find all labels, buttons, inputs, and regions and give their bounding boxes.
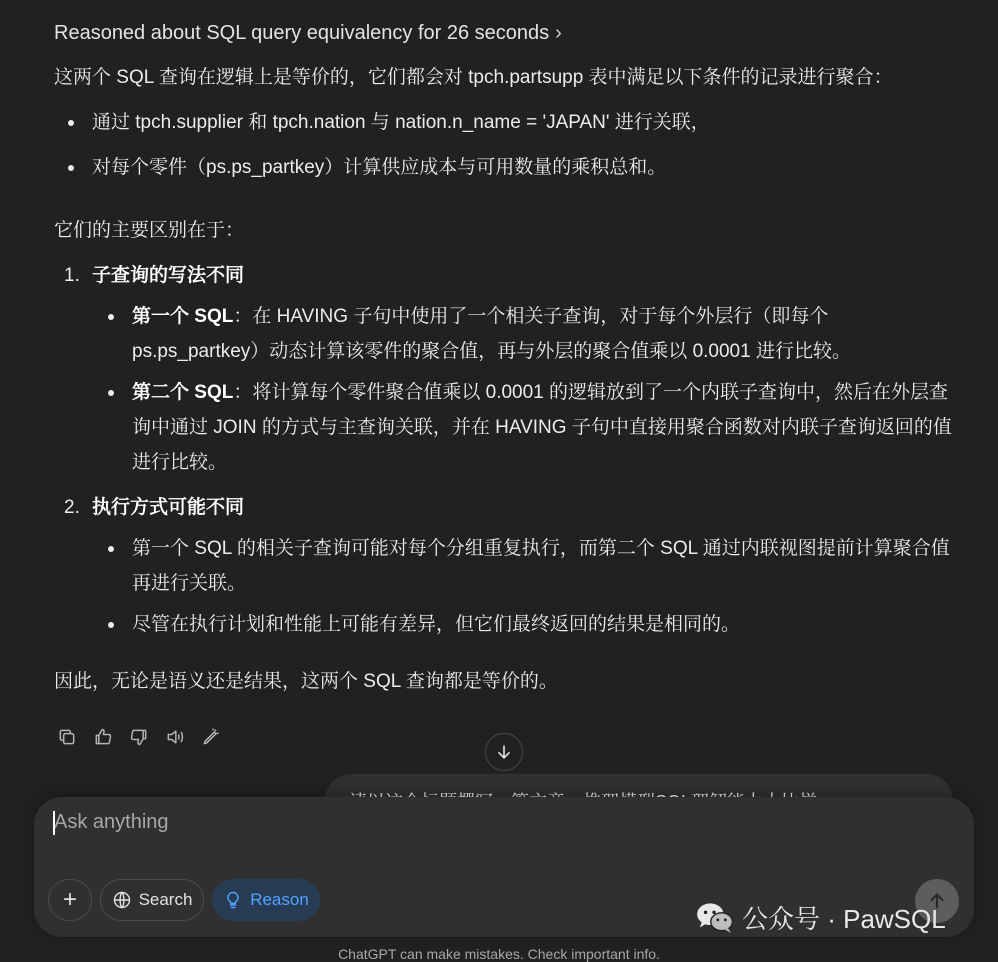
message-actions xyxy=(56,726,222,748)
list-item xyxy=(92,299,959,369)
prompt-input[interactable] xyxy=(54,811,934,834)
item-bold: 第二个 SQL xyxy=(132,382,234,403)
sub-list xyxy=(92,299,959,480)
list-item: 尽管在执行计划和性能上可能有差异，但它们最终返回的结果是相同的。 xyxy=(92,607,959,642)
assistant-message xyxy=(54,60,959,699)
message-conclusion: 因此，无论是语义还是结果，这两个 SQL 查询都是等价的。 xyxy=(54,671,558,692)
watermark xyxy=(696,899,946,936)
reason-label: Reason xyxy=(250,890,309,909)
differences-list xyxy=(54,258,959,642)
list-number: 2. xyxy=(64,497,80,518)
globe-icon xyxy=(112,890,132,910)
lightbulb-icon xyxy=(223,890,243,910)
thumbs-down-icon[interactable] xyxy=(128,726,150,748)
diff-intro: 它们的主要区别在于： xyxy=(54,220,245,241)
list-item: 第一个 SQL 的相关子查询可能对每个分组重复执行，而第二个 SQL 通过内联视图提前计算聚合值再进行关联。 xyxy=(92,531,959,601)
list-item xyxy=(92,375,959,480)
arrow-down-icon xyxy=(494,742,514,762)
copy-icon[interactable] xyxy=(56,726,78,748)
diff-title: 子查询的写法不同 xyxy=(92,265,245,286)
disclaimer: ChatGPT can make mistakes. Check important info. xyxy=(338,946,660,962)
edit-icon[interactable] xyxy=(200,726,222,748)
conditions-list xyxy=(54,105,959,185)
chevron-right-icon: › xyxy=(555,22,562,44)
item-text: ：在 HAVING 子句中使用了一个相关子查询，对于每个外层行（即每个 ps.ps_partkey）动态计算该零件的聚合值，再与外层的聚合值乘以 0.0001 进行比较。 xyxy=(132,306,851,362)
watermark-text: 公众号 · PawSQL xyxy=(742,904,946,934)
thumbs-up-icon[interactable] xyxy=(92,726,114,748)
sub-list xyxy=(92,531,959,642)
list-item: 对每个零件（ps.ps_partkey）计算供应成本与可用数量的乘积总和。 xyxy=(54,150,959,185)
reason-button[interactable] xyxy=(212,879,320,921)
wechat-icon xyxy=(696,902,734,934)
reasoning-label: Reasoned about SQL query equivalency for 26 seconds xyxy=(54,22,550,44)
list-item xyxy=(54,258,959,480)
attach-button[interactable] xyxy=(48,879,92,921)
item-text: ：将计算每个零件聚合值乘以 0.0001 的逻辑放到了一个内联子查询中，然后在外层查询中通过 JOIN 的方式与主查询关联，并在 HAVING 子句中直接用聚合函数对内联子查询返回的值进行比较。 xyxy=(132,382,952,473)
scroll-down-button[interactable] xyxy=(485,733,523,771)
search-button[interactable] xyxy=(100,879,204,921)
message-intro: 这两个 SQL 查询在逻辑上是等价的，它们都会对 tpch.partsupp 表中满足以下条件的记录进行聚合： xyxy=(54,67,893,88)
list-item xyxy=(54,490,959,642)
reasoning-toggle[interactable] xyxy=(54,22,562,45)
text-caret xyxy=(53,811,55,835)
list-item: 通过 tpch.supplier 和 tpch.nation 与 nation.n_name = 'JAPAN' 进行关联， xyxy=(54,105,959,140)
search-label: Search xyxy=(138,890,193,909)
plus-icon: + xyxy=(62,886,77,913)
item-bold: 第一个 SQL xyxy=(132,306,234,327)
diff-title: 执行方式可能不同 xyxy=(92,497,245,518)
list-number: 1. xyxy=(64,265,80,286)
read-aloud-icon[interactable] xyxy=(164,726,186,748)
